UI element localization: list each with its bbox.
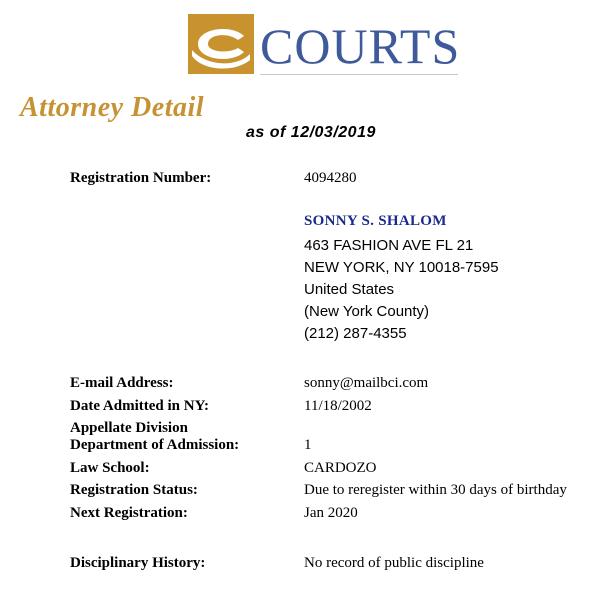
courts-emblem-icon (188, 14, 254, 74)
registration-status-label: Registration Status: (70, 482, 198, 498)
address-line-2: NEW YORK, NY 10018-7595 (304, 259, 499, 276)
appellate-division-value: 1 (304, 437, 312, 453)
law-school-value: CARDOZO (304, 460, 377, 476)
address-line-1: 463 FASHION AVE FL 21 (304, 237, 474, 254)
registration-number-label: Registration Number: (70, 170, 212, 186)
appellate-division-label-line2: Department of Admission: (70, 437, 240, 453)
email-label: E-mail Address: (70, 375, 174, 391)
email-value: sonny@mailbci.com (304, 375, 429, 391)
date-admitted-value: 11/18/2002 (304, 398, 372, 414)
logo-underline (260, 74, 458, 75)
disciplinary-history-value: No record of public discipline (304, 555, 484, 571)
appellate-division-label-line1: Appellate Division (70, 420, 188, 436)
next-registration-label: Next Registration: (70, 505, 188, 521)
registration-number-value: 4094280 (304, 170, 357, 186)
address-country: United States (304, 281, 395, 298)
registration-status-value: Due to reregister within 30 days of birthday (304, 482, 567, 498)
attorney-name: SONNY S. SHALOM (304, 213, 447, 229)
logo-wordmark: COURTS (260, 18, 461, 74)
disciplinary-history-label: Disciplinary History: (70, 555, 206, 571)
phone-number: (212) 287-4355 (304, 325, 407, 342)
as-of-date: as of 12/03/2019 (246, 124, 376, 141)
next-registration-value: Jan 2020 (304, 505, 358, 521)
law-school-label: Law School: (70, 460, 150, 476)
page-title: Attorney Detail (20, 92, 205, 123)
address-county: (New York County) (304, 303, 430, 320)
date-admitted-label: Date Admitted in NY: (70, 398, 210, 414)
courts-logo[interactable] (188, 14, 461, 78)
